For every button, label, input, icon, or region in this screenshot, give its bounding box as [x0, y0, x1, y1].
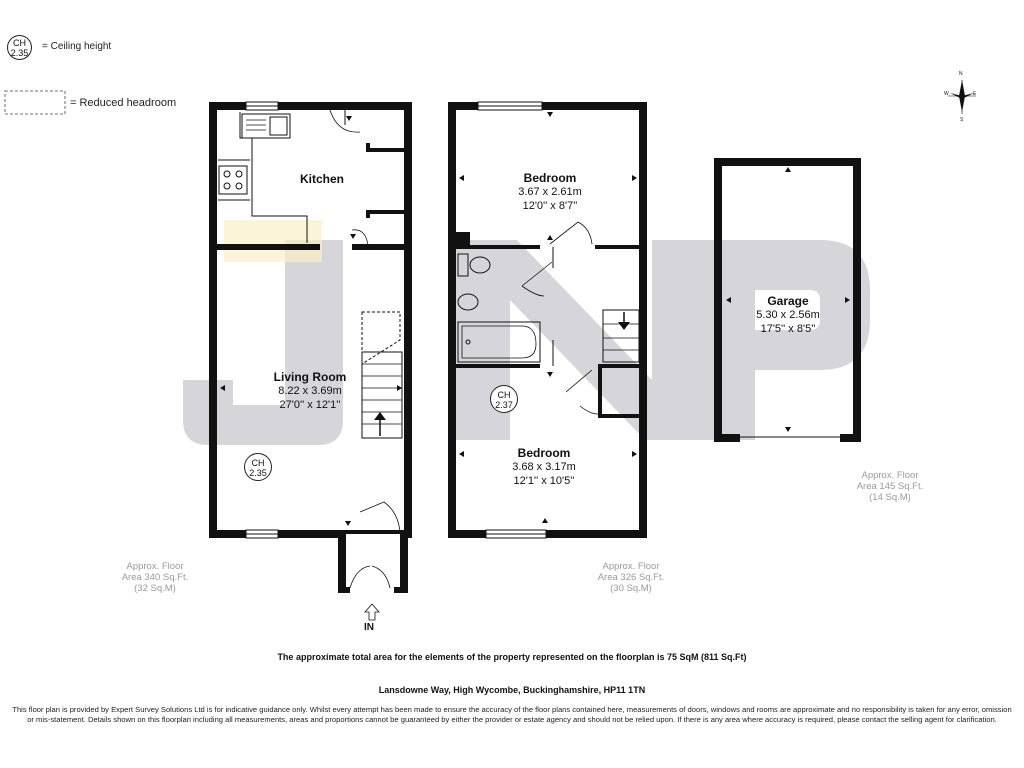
entrance-label: IN — [364, 622, 374, 633]
disclaimer-text: This floor plan is provided by Expert Survey Solutions Ltd is for indicative guidance only. Whilst every attempt has been made to ensure the accuracy of the floor plans contained here, measurements of doors, windows and rooms are approximate and no responsibility is taken for any error, omission or mis-statement. Details shown on this floorplan including all measurements, areas and proportions cannot be guaranteed by either the provider or estate agency and should not be relied upon. If there is any area where accuracy is required, please contact the selling agent for clarification. — [12, 705, 1012, 724]
property-address: Lansdowne Way, High Wycombe, Buckinghamshire, HP11 1TN — [378, 685, 646, 695]
garage-floor-area: Approx. Floor Area 145 Sq.Ft. (14 Sq.M) — [856, 470, 924, 503]
entrance-arrow-icon — [365, 604, 379, 620]
bedroom-1-label: Bedroom 3.67 x 2.61m 12'0'' x 8'7'' — [518, 171, 582, 212]
compass-east: E — [973, 91, 977, 97]
compass-icon — [948, 80, 976, 114]
first-floor-area: Approx. Floor Area 326 Sq.Ft. (30 Sq.M) — [597, 561, 665, 594]
ground-floor-area: Approx. Floor Area 340 Sq.Ft. (32 Sq.M) — [121, 561, 189, 594]
compass-north: N — [959, 71, 963, 77]
ceiling-height-label: = Ceiling height — [42, 41, 112, 52]
living-room-ceiling-badge: CH 2.35 — [244, 453, 272, 481]
living-room-label: Living Room 8.22 x 3.69m 27'0'' x 12'1'' — [273, 370, 347, 411]
kitchen-name: Kitchen — [299, 172, 344, 186]
reduced-headroom-label: = Reduced headroom — [70, 97, 177, 109]
compass-west: W — [944, 91, 949, 97]
bedroom-2-label: Bedroom 3.68 x 3.17m 12'1'' x 10'5'' — [512, 446, 576, 487]
reduced-headroom-swatch — [5, 91, 65, 114]
bedroom-2-ceiling-badge: CH 2.37 — [490, 385, 518, 413]
ceiling-height-badge: CH 2.35 — [7, 35, 32, 60]
total-area-text: The approximate total area for the elements of the property represented on the floorplan is 75 SqM (811 Sq.Ft) — [277, 652, 747, 662]
watermark-logo — [183, 240, 870, 445]
compass-south: S — [960, 117, 964, 123]
garage-label: Garage 5.30 x 2.56m 17'5'' x 8'5'' — [756, 294, 820, 335]
